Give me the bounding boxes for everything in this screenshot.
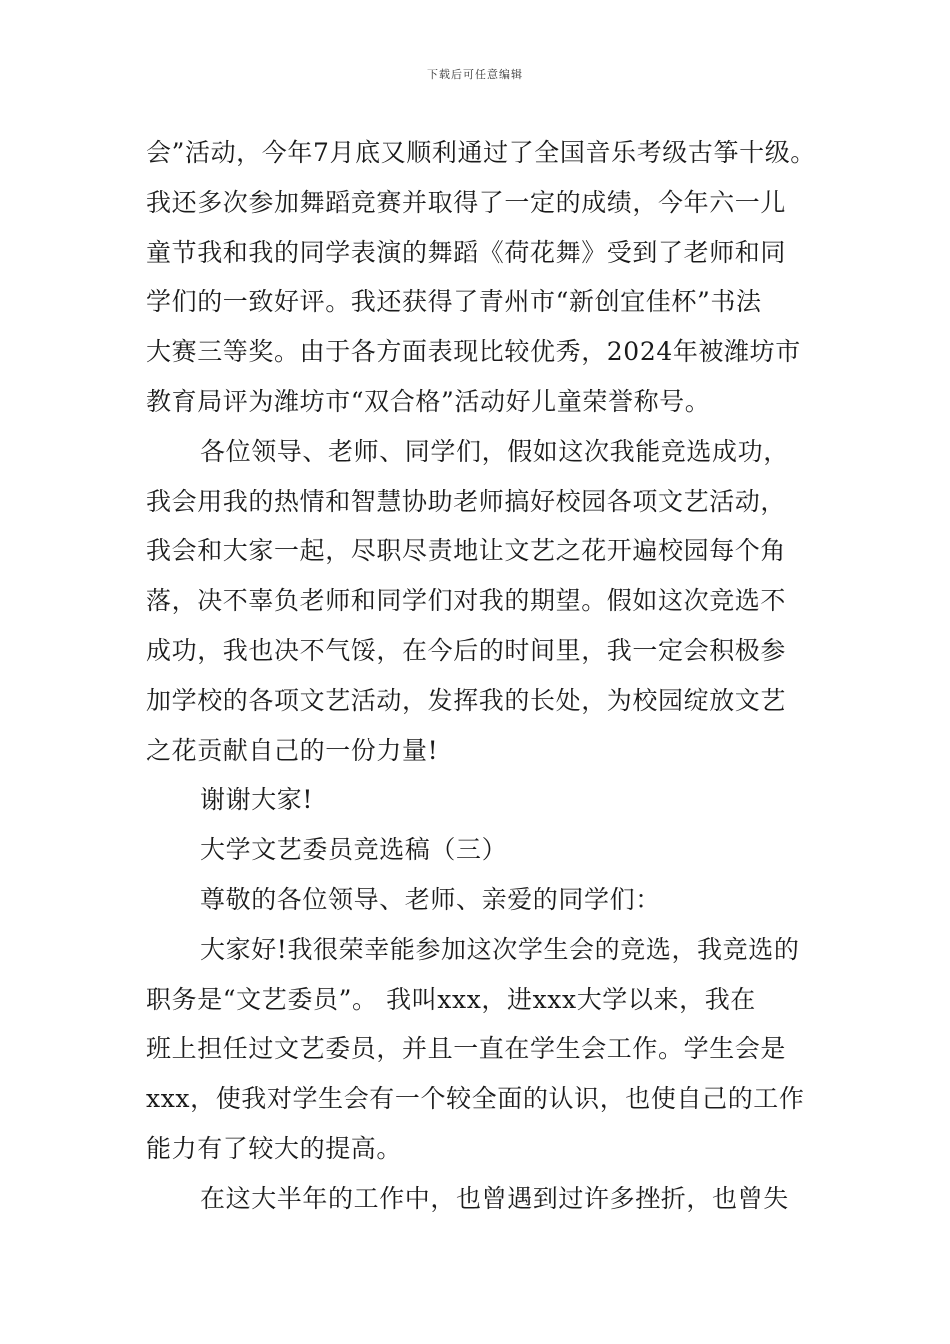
closing-thanks-line: 谢谢大家! [200, 785, 314, 815]
text-line: 职务是“文艺委员”。 我叫xxx，进xxx大学以来，我在 [146, 984, 756, 1014]
paragraph-start-line: 各位领导、老师、同学们，假如这次我能竞选成功， [200, 436, 789, 466]
section-title: 大学文艺委员竞选稿（三） [200, 835, 508, 865]
text-line: 会”活动，今年7月底又顺利通过了全国音乐考级古筝十级。 [146, 138, 816, 167]
paragraph-start-line: 大家好!我很荣幸能参加这次学生会的竞选，我竞选的 [200, 934, 800, 964]
text-line: 之花贡献自己的一份力量! [146, 735, 439, 765]
document-body [146, 128, 836, 1224]
text-line: 我会用我的热情和智慧协助老师搞好校园各项文艺活动， [146, 486, 787, 516]
paragraph-start-line: 在这大半年的工作中，也曾遇到过许多挫折，也曾失 [200, 1183, 789, 1213]
text-line: 大赛三等奖。由于各方面表现比较优秀，2024年被潍坊市 [146, 337, 801, 367]
text-line: 成功，我也决不气馁，在今后的时间里，我一定会积极参 [146, 635, 787, 665]
text-line: 学们的一致好评。我还获得了青州市“新创宜佳杯”书法 [146, 287, 762, 317]
text-line: 我还多次参加舞蹈竞赛并取得了一定的成绩，今年六一儿 [146, 187, 787, 217]
text-line: 教育局评为潍坊市“双合格”活动好儿童荣誉称号。 [146, 386, 711, 416]
text-line: 能力有了较大的提高。 [146, 1133, 403, 1163]
page-header: 下载后可任意编辑 [427, 68, 523, 81]
text-line: 落，决不辜负老师和同学们对我的期望。假如这次竞选不 [146, 586, 787, 616]
text-line: 童节我和我的同学表演的舞蹈《荷花舞》受到了老师和同 [146, 237, 787, 267]
text-line: 我会和大家一起，尽职尽责地让文艺之花开遍校园每个角 [146, 536, 787, 566]
text-line: 加学校的各项文艺活动，发挥我的长处，为校园绽放文艺 [146, 685, 787, 715]
text-line: 班上担任过文艺委员，并且一直在学生会工作。学生会是 [146, 1034, 787, 1064]
text-line: xxx，使我对学生会有一个较全面的认识，也使自己的工作 [146, 1084, 805, 1114]
salutation-line: 尊敬的各位领导、老师、亲爱的同学们： [200, 884, 661, 914]
